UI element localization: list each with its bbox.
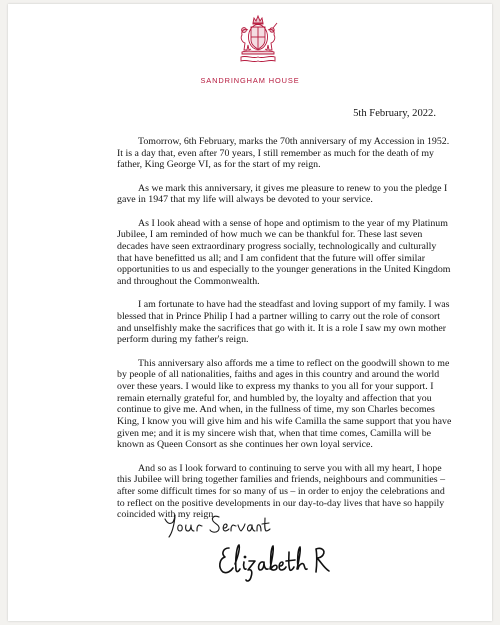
letter-date: 5th February, 2022. [353, 108, 436, 119]
royal-coat-of-arms-icon [233, 14, 283, 68]
paragraph: As we mark this anniversary, it gives me pleasure to renew to you the pledge I gave in 1947 that my life will always be devoted to your service. [117, 182, 448, 206]
paragraph: This anniversary also affords me a time to reflect on the goodwill shown to me by people of all nationalities, faiths and ages in this country and around the world over these years. I would like to express my thanks to you all for your support. I remain eternally grateful for, and humbled by, the loyalty and affection that you continue to give me. And when, in the fullness of time, my son Charles becomes King, I know you will give him and his wife Camilla the same support that you have given me; and it is my sincere wish that, when that time comes, Camilla will be known as Queen Consort as she continues her own loyal service. [117, 357, 452, 451]
paragraph: I am fortunate to have had the steadfast and loving support of my family. I was blessed that in Prince Philip I had a partner willing to carry out the role of consort and unselfishly make the sacrifices that go with it. It is a role I saw my own mother perform during my father's reign. [117, 299, 450, 346]
handwritten-signature [213, 540, 333, 588]
letterhead-address: SANDRINGHAM HOUSE [200, 76, 300, 85]
paragraph: And so as I look forward to continuing to serve you with all my heart, I hope this Jubilee will bring together families and friends, neighbours and communities – after some difficult times for so many of us – in order to enjoy the celebrations and to reflect on the positive developments in our day-to-day lives that have so happily coincided with my reign. [117, 462, 446, 521]
paragraph: Tomorrow, 6th February, marks the 70th anniversary of my Accession in 1952. It is a day that, even after 70 years, I still remember as much for the death of my father, King George VI, as for the start of my reign. [117, 136, 450, 171]
letter-body [117, 136, 453, 533]
paragraph: As I look ahead with a sense of hope and optimism to the year of my Platinum Jubilee, I am reminded of how much we can be thankful for. These last seven decades have seen extraordinary progress socially, technologically and culturally that have benefitted us all; and I am confident that the future will offer similar opportunities to us and especially to the younger generations in the United Kingdom and throughout the Commonwealth. [117, 217, 451, 288]
letter-page [8, 4, 492, 621]
